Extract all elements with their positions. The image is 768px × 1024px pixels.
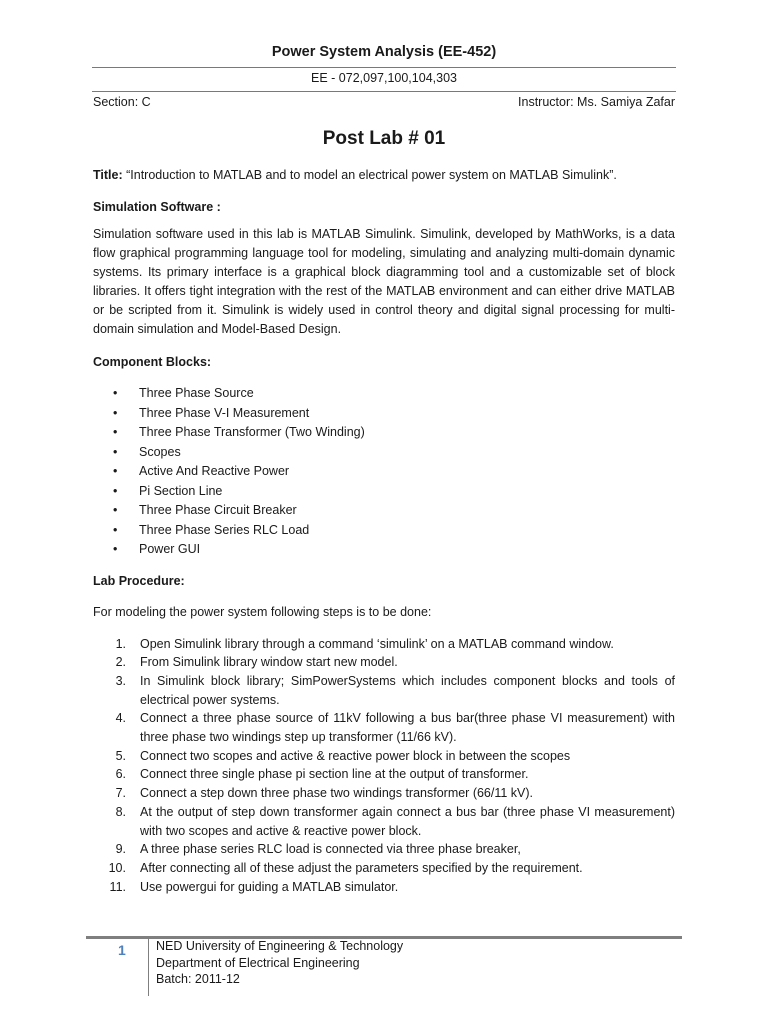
footer-batch: Batch: 2011-12 — [156, 972, 240, 986]
lab-title-label: Title: — [93, 168, 123, 182]
page-number: 1 — [118, 942, 126, 958]
component-label: Three Phase Source — [139, 386, 254, 400]
step-number: 5. — [115, 748, 126, 763]
component-item — [93, 462, 675, 482]
simulation-paragraph: Simulation software used in this lab is MATLAB Simulink. Simulink, developed by MathWorks, is a data flow graphical programming language tool for modeling, simulating and analyzing multi-domain dynamic systems. Its primary interface is a graphical block diagramming tool and a customizable set of block libraries. It offers tight integration with the rest of the MATLAB environment and can either drive MATLAB or be scripted from it. Simulink is widely used in control theory and digital signal processing for multi-domain simulation and Model-Based Design. — [93, 227, 675, 336]
component-label: Scopes — [139, 444, 181, 459]
step-number: 7. — [115, 786, 126, 801]
step-text: After connecting all of these adjust the parameters specified by the requirement. — [140, 860, 583, 875]
procedure-step — [93, 859, 675, 878]
component-item — [93, 443, 675, 463]
step-text: A three phase series RLC load is connected via three phase breaker, — [140, 842, 521, 857]
procedure-step — [93, 878, 675, 897]
instructor-label: Instructor: Ms. Samiya Zafar — [518, 95, 675, 109]
bullet-icon: • — [113, 522, 118, 537]
header-rule-top — [92, 67, 676, 68]
step-text: Connect a three phase source of 11kV following a bus bar(three phase VI measurement) with three phase two windings step up transformer (11/66 kV). — [140, 711, 675, 745]
step-number: 11. — [109, 879, 126, 894]
step-text: Connect three single phase pi section line at the output of transformer. — [140, 767, 529, 782]
bullet-icon: • — [113, 405, 118, 420]
bullet-icon: • — [113, 503, 118, 517]
step-number: 9. — [115, 842, 126, 857]
bullet-icon: • — [113, 444, 118, 459]
header-rule-bottom — [92, 91, 676, 92]
footer-divider — [148, 938, 149, 996]
step-number: 2. — [115, 655, 126, 670]
step-number: 3. — [115, 673, 126, 688]
component-item — [93, 501, 675, 521]
simulation-heading: Simulation Software : — [93, 200, 221, 214]
procedure-step — [93, 653, 675, 672]
component-item — [93, 521, 675, 541]
procedure-steps — [93, 635, 675, 897]
lab-title-text: “Introduction to MATLAB and to model an electrical power system on MATLAB Simulink”. — [122, 168, 617, 182]
footer-department: Department of Electrical Engineering — [156, 955, 360, 970]
section-label: Section: C — [93, 95, 151, 109]
procedure-step — [93, 765, 675, 784]
component-label: Power GUI — [139, 542, 201, 556]
step-number: 1. — [115, 636, 126, 651]
procedure-step — [93, 635, 675, 654]
bullet-icon: • — [113, 386, 118, 400]
step-text: From Simulink library window start new model. — [140, 655, 398, 670]
step-number: 10. — [108, 860, 126, 875]
step-text: Connect two scopes and active & reactive power block in between the scopes — [140, 748, 571, 763]
components-heading: Component Blocks: — [93, 355, 212, 369]
footer-block — [156, 938, 403, 988]
component-item — [93, 404, 675, 424]
roll-numbers: EE - 072,097,100,104,303 — [311, 71, 457, 85]
step-text: Open Simulink library through a command ‘simulink’ on a MATLAB command window. — [140, 636, 614, 651]
bullet-icon: • — [113, 483, 118, 498]
step-text: In Simulink block library; SimPowerSystems which includes component blocks and tools of electrical power systems. — [140, 673, 675, 707]
post-lab-title: Post Lab # 01 — [322, 128, 446, 149]
bullet-icon: • — [113, 542, 118, 556]
procedure-step — [93, 784, 675, 803]
step-text: Connect a step down three phase two windings transformer (66/11 kV). — [140, 786, 534, 801]
procedure-step — [93, 672, 675, 709]
bullet-icon: • — [113, 464, 118, 478]
step-number: 4. — [115, 711, 126, 726]
component-label: Three Phase V-I Measurement — [139, 405, 310, 420]
lab-title — [93, 166, 675, 185]
procedure-step — [93, 803, 675, 840]
component-item — [93, 540, 675, 560]
bullet-icon: • — [113, 425, 118, 439]
component-list — [93, 384, 675, 560]
procedure-step — [93, 709, 675, 746]
component-label: Active And Reactive Power — [139, 464, 290, 478]
procedure-step — [93, 840, 675, 859]
document-body — [93, 166, 675, 896]
step-text: Use powergui for guiding a MATLAB simulator. — [140, 879, 399, 894]
component-label: Three Phase Circuit Breaker — [139, 503, 297, 517]
step-number: 6. — [115, 767, 126, 782]
component-item — [93, 482, 675, 502]
component-label: Three Phase Transformer (Two Winding) — [139, 425, 365, 439]
footer-university: NED University of Engineering & Technology — [156, 939, 404, 953]
course-title: Power System Analysis (EE-452) — [271, 44, 497, 60]
procedure-step — [93, 747, 675, 766]
component-label: Three Phase Series RLC Load — [139, 522, 310, 537]
step-number: 8. — [115, 804, 126, 819]
procedure-intro: For modeling the power system following steps is to be done: — [93, 604, 432, 619]
step-text: At the output of step down transformer again connect a bus bar (three phase VI measurement) with two scopes and active & reactive power block. — [140, 804, 675, 838]
component-label: Pi Section Line — [139, 483, 223, 498]
procedure-heading: Lab Procedure: — [93, 573, 185, 588]
component-item — [93, 423, 675, 443]
component-item — [93, 384, 675, 404]
